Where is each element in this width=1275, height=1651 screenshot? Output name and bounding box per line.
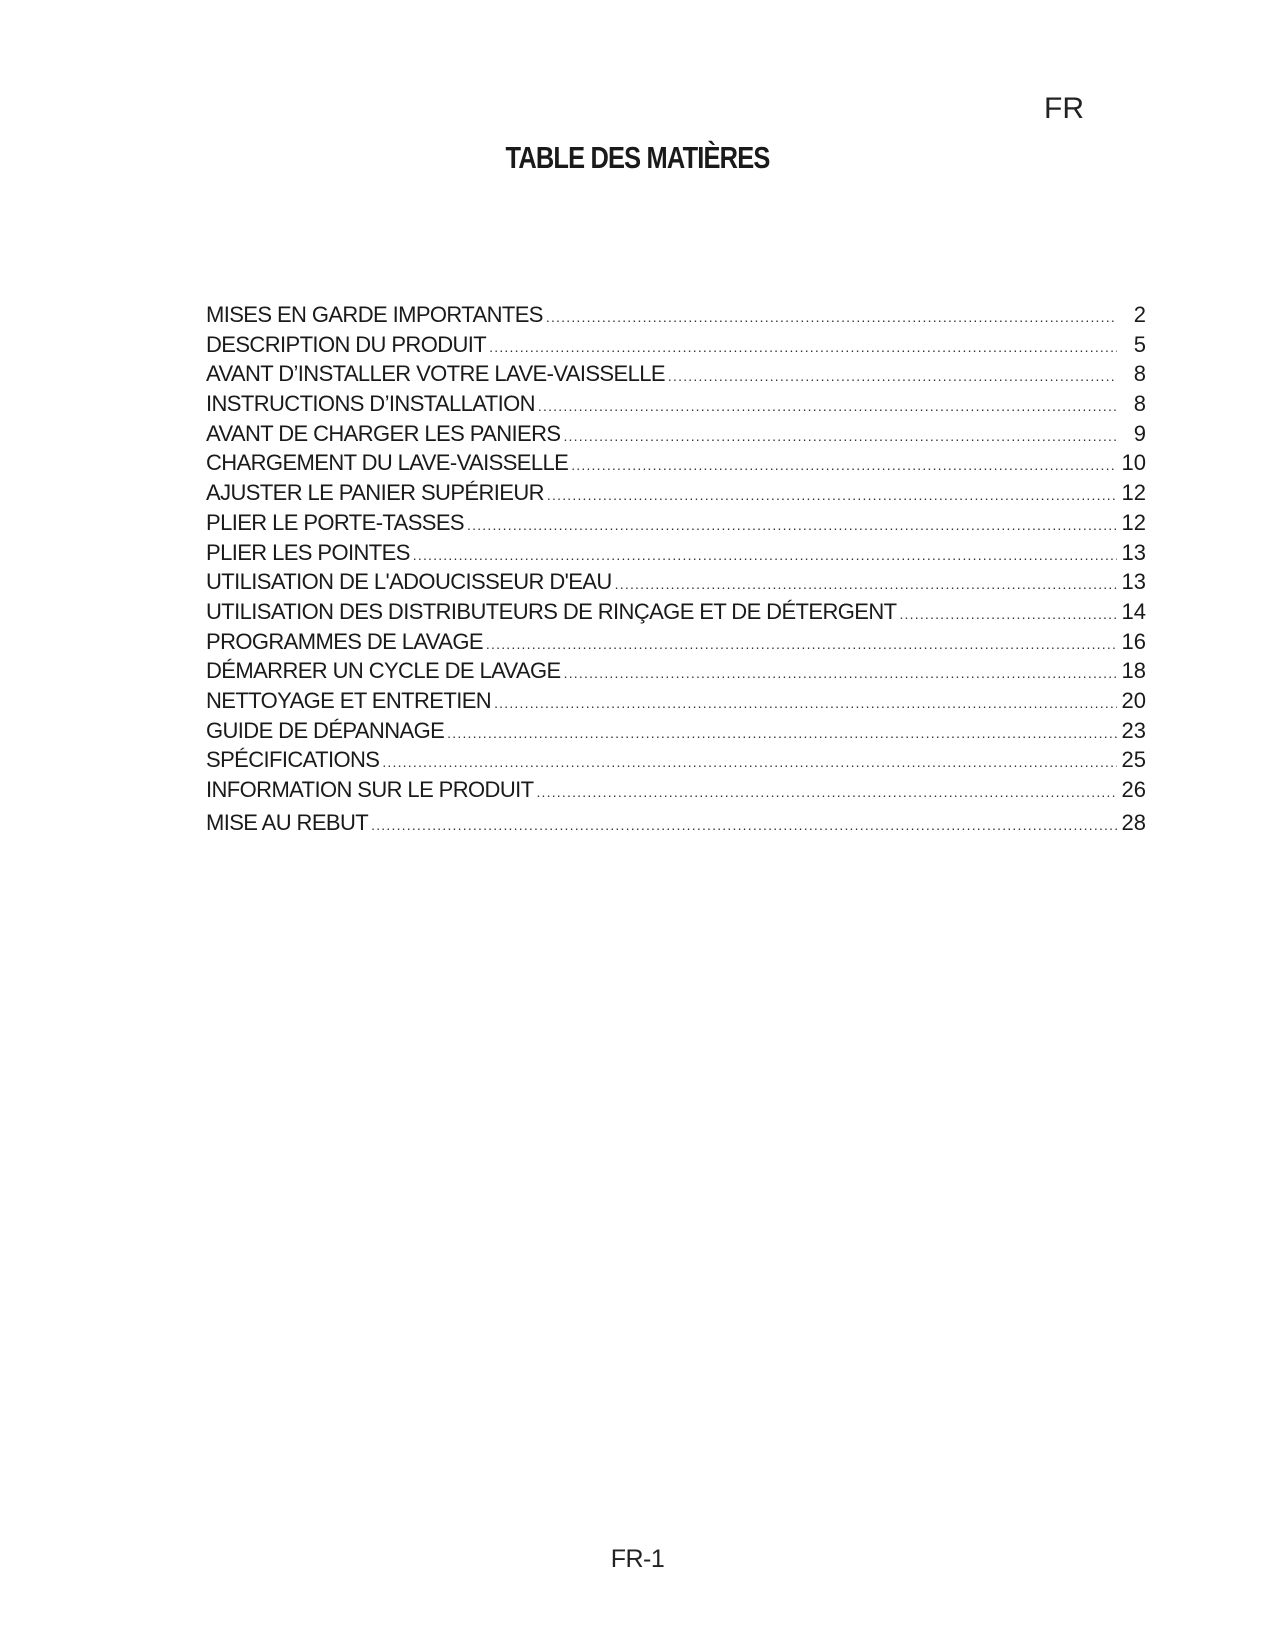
toc-entry[interactable] [206,810,1146,843]
toc-entry-page: 25 [1121,747,1146,773]
toc-entry-label: PROGRAMMES DE LAVAGE [206,628,483,654]
toc-entry-page: 12 [1121,509,1146,535]
toc-entry-page: 13 [1121,569,1146,595]
dot-leader [564,665,1117,681]
toc-entry-label: PLIER LES POINTES [206,539,410,565]
dot-leader [489,339,1117,355]
toc-entry-label: INSTRUCTIONS D’INSTALLATION [206,391,535,417]
table-of-contents [206,302,1146,843]
toc-entry-label: MISES EN GARDE IMPORTANTES [206,302,543,327]
dot-leader [382,754,1117,770]
toc-entry-page: 20 [1121,687,1146,713]
toc-entry[interactable] [206,480,1146,510]
toc-entry-page: 18 [1121,658,1146,684]
toc-entry-page: 8 [1133,361,1146,387]
toc-entry-page: 10 [1121,450,1146,476]
dot-leader [899,606,1117,622]
toc-entry-label: DÉMARRER UN CYCLE DE LAVAGE [206,658,561,684]
toc-entry-label: NETTOYAGE ET ENTRETIEN [206,687,492,713]
toc-entry[interactable] [206,510,1146,540]
toc-entry-label: AVANT D’INSTALLER VOTRE LAVE-VAISSELLE [206,361,665,387]
dot-leader [413,547,1117,563]
toc-entry-label: INFORMATION SUR LE PRODUIT [206,777,534,802]
toc-entry-label: GUIDE DE DÉPANNAGE [206,717,445,743]
toc-entry[interactable] [206,747,1146,777]
toc-entry-label: CHARGEMENT DU LAVE-VAISSELLE [206,450,569,476]
toc-entry[interactable] [206,777,1146,810]
toc-entry-page: 9 [1133,420,1146,446]
dot-leader [615,576,1117,592]
dot-leader [447,725,1117,741]
language-code: FR [1044,92,1084,125]
toc-entry-page: 16 [1121,628,1146,654]
toc-entry-page: 5 [1133,331,1146,357]
dot-leader [547,487,1117,503]
toc-entry-label: AJUSTER LE PANIER SUPÉRIEUR [206,480,544,506]
toc-entry-page: 8 [1133,391,1146,417]
toc-entry[interactable] [206,569,1146,599]
toc-entry[interactable] [206,718,1146,748]
page-number: FR-1 [610,1545,665,1573]
dot-leader [571,457,1117,473]
toc-entry-label: MISE AU REBUT [206,810,369,835]
dot-leader [563,428,1117,444]
dot-leader [536,784,1117,800]
toc-entry-label: SPÉCIFICATIONS [206,747,380,773]
toc-entry-label: AVANT DE CHARGER LES PANIERS [206,420,561,446]
toc-entry-label: UTILISATION DE L'ADOUCISSEUR D'EAU [206,569,612,595]
toc-entry[interactable] [206,302,1146,332]
toc-entry-label: DESCRIPTION DU PRODUIT [206,331,487,357]
dot-leader [486,636,1117,652]
toc-entry-page: 2 [1133,302,1146,327]
toc-entry-page: 28 [1121,810,1146,835]
toc-entry-page: 14 [1121,598,1146,624]
toc-entry[interactable] [206,599,1146,629]
toc-entry[interactable] [206,391,1146,421]
toc-entry-page: 23 [1121,717,1146,743]
dot-leader [494,695,1117,711]
toc-entry-page: 13 [1121,539,1146,565]
toc-entry[interactable] [206,629,1146,659]
toc-entry-label: UTILISATION DES DISTRIBUTEURS DE RINÇAGE ET DE DÉTERGENT [206,598,897,624]
page-title: TABLE DES MATIÈRES [505,140,770,175]
toc-entry-page: 26 [1121,777,1146,802]
dot-leader [538,398,1117,414]
toc-entry[interactable] [206,332,1146,362]
dot-leader [371,817,1117,833]
toc-entry[interactable] [206,540,1146,570]
toc-entry-page: 12 [1121,480,1146,506]
toc-entry[interactable] [206,658,1146,688]
dot-leader [467,517,1117,533]
toc-entry[interactable] [206,421,1146,451]
toc-entry-label: PLIER LE PORTE-TASSES [206,509,465,535]
toc-entry[interactable] [206,450,1146,480]
dot-leader [546,309,1117,325]
dot-leader [668,368,1117,384]
toc-entry[interactable] [206,361,1146,391]
toc-entry[interactable] [206,688,1146,718]
